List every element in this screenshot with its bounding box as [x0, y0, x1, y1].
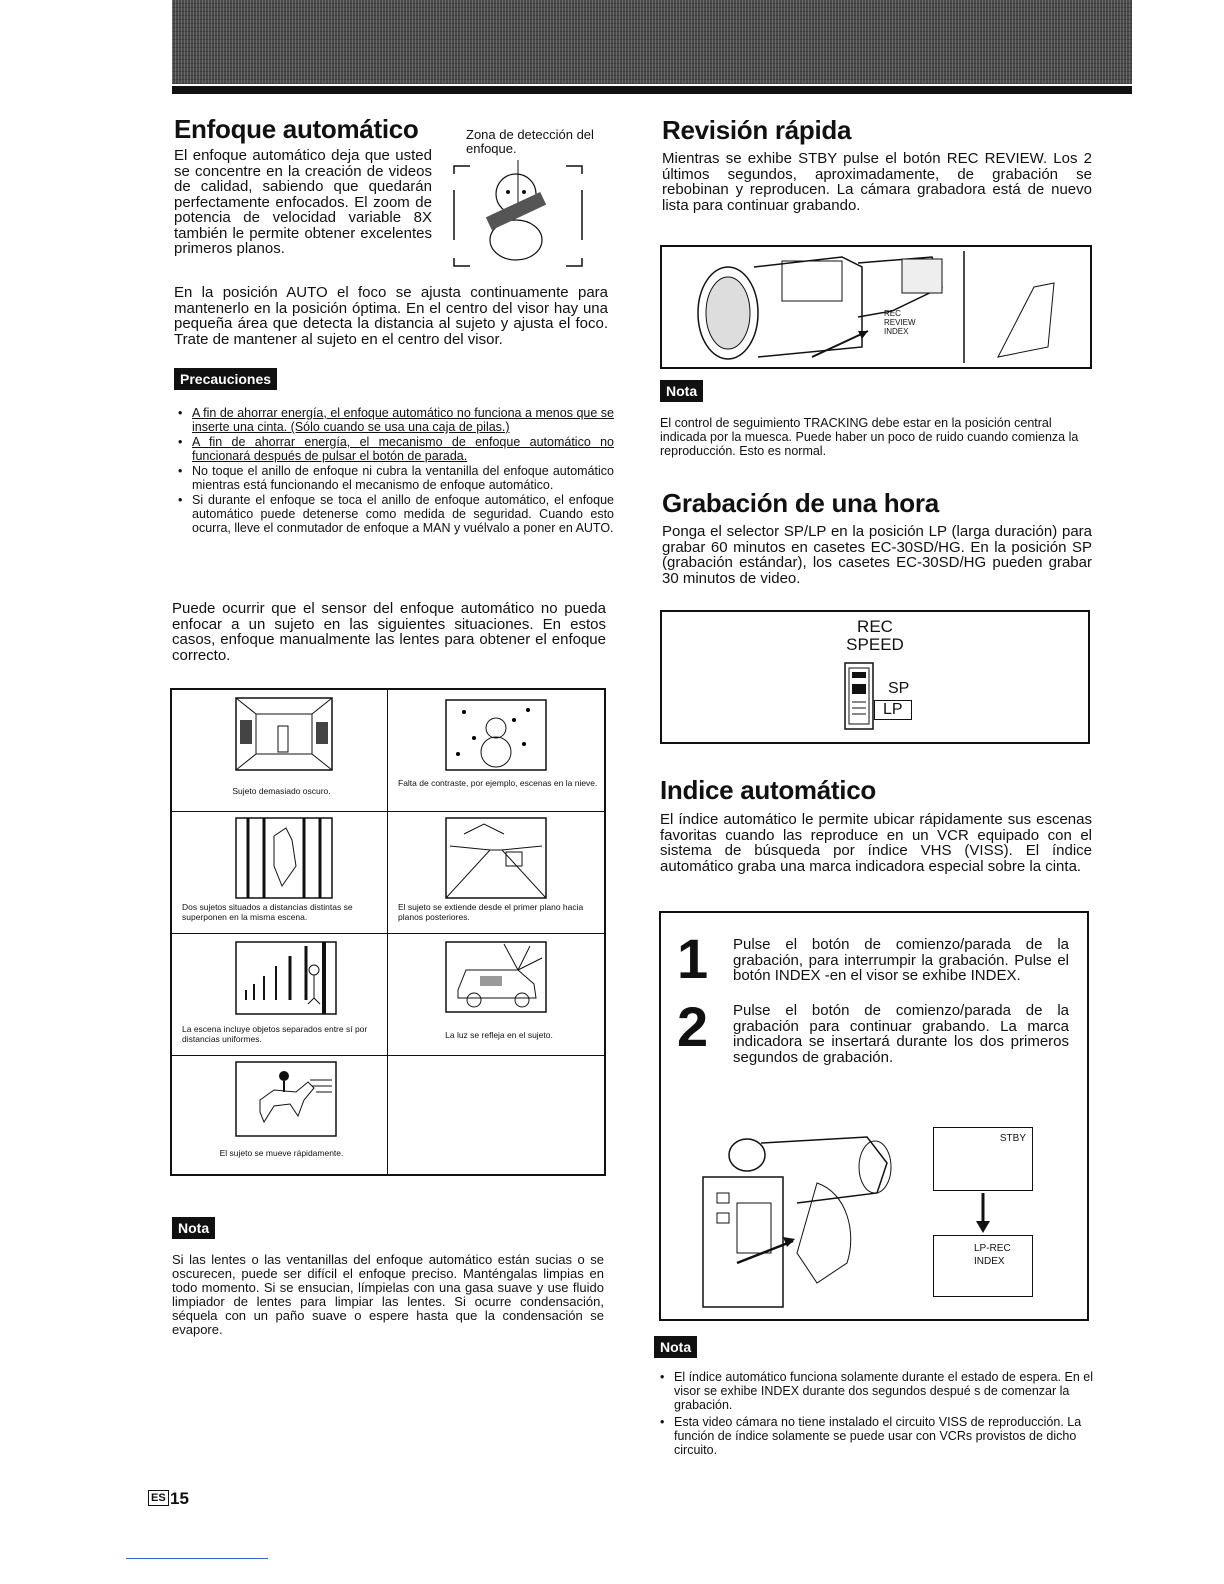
rec-speed-line2: SPEED: [846, 635, 904, 654]
footer-line: [126, 1558, 268, 1559]
af-title: Enfoque automático: [174, 114, 419, 144]
situation-cell: [172, 690, 388, 812]
poles-illustration: [234, 940, 338, 1016]
road-illustration: [444, 816, 548, 900]
zone-label: Zona de detección del enfoque.: [466, 127, 594, 156]
dark-room-illustration: [234, 696, 334, 772]
situation-cell: [388, 690, 606, 812]
index-note-item: • El índice automático funciona solamente durante el estado de espera. En el visor se exhibe INDEX durante dos segundos despué s de comenzar la grabación.: [668, 1370, 1098, 1412]
display-stby: STBY: [999, 1133, 1026, 1144]
header-banner: [172, 0, 1132, 84]
index-note-tag: Nota: [654, 1336, 697, 1358]
situations-intro: Puede ocurrir que el sensor del enfoque automático no pueda enfocar a un sujeto en las siguientes situaciones. En estos casos, enfoque manualmente las lentes para obtener el enfoque correcto.: [172, 600, 606, 664]
index-note-item: • Esta video cámara no tiene instalado el circuito VISS de reproducción. La función de índice solamente se puede usar con VCRs provistos de dicho circuito.: [668, 1415, 1098, 1457]
situation-caption: La luz se refleja en el sujeto.: [445, 1030, 553, 1040]
rec-speed-box: [660, 610, 1090, 744]
review-title: Revisión rápida: [662, 115, 852, 145]
precautions-tag: Precauciones: [174, 368, 277, 390]
situation-caption: El sujeto se mueve rápidamente.: [219, 1148, 344, 1158]
review-text: Mientras se exhibe STBY pulse el botón REC REVIEW. Los 2 últimos segundos, aproximadamente, de grabación se rebobinan y reproducen. La cámara grabadora está de nuevo lista para continuar grabando.: [662, 150, 1092, 214]
precaution-item: • A fin de ahorrar energía, el enfoque automático no funciona a menos que se inserte una cinta. (Sólo cuando se usa una caja de pilas.): [186, 406, 614, 434]
rec-speed-label: [662, 618, 1088, 654]
index-notes-list: [658, 1370, 1098, 1458]
display-lprec-box: [933, 1235, 1033, 1297]
arrow-down-icon: [973, 1193, 993, 1235]
situation-cell: [172, 1056, 388, 1174]
review-button-label: REVIEW: [884, 318, 916, 327]
step-number: 1: [677, 927, 709, 990]
snow-scene-illustration: [444, 698, 548, 774]
rec-speed-line1: REC: [857, 617, 893, 636]
situation-caption: Dos sujetos situados a distancias distintas se superponen en la misma escena.: [182, 902, 353, 922]
situations-grid: [170, 688, 606, 1176]
horse-rider-illustration: [234, 1060, 338, 1140]
situation-caption: Falta de contraste, por ejemplo, escenas en la nieve.: [398, 778, 598, 788]
af-intro: El enfoque automático deja que usted se concentre en la creación de videos de calidad, sabiendo que quedarán perfectamente enfocados. El zoom de potencia de velocidad variable 8X también le permite obtener excelentes primeros planos.: [174, 147, 432, 257]
review-buttons: [884, 309, 916, 336]
hour-text: Ponga el selector SP/LP en la posición LP (larga duración) para grabar 60 minutos en casetes EC-30SD/HG. En la posición SP (grabación estándar), los casetes EC-30SD/HG pueden grabar 30 minutos de video.: [662, 523, 1092, 587]
note-text: Si las lentes o las ventanillas del enfoque automático están sucias o se oscurecen, puede ser difícil el enfoque preciso. Manténgalas limpias en todo momento. Si se ensucian, límpielas con una gasa suave y use fluido limpiador de lentes para limpiar las lentes. Si ocurre condensación, séquela con un paño suave o espere hasta que la condensación se evapore.: [172, 1252, 604, 1337]
precaution-item: • Si durante el enfoque se toca el anillo de enfoque automático, el enfoque automático puede detenerse como medida de seguridad. Cuando esto ocurra, lleve el conmutador de enfoque a MAN y vuélvalo a poner en AUTO.: [186, 493, 614, 535]
lp-label: LP: [874, 700, 912, 720]
display-stby-box: [933, 1127, 1033, 1191]
bars-animal-illustration: [234, 816, 334, 900]
language-badge: ES: [148, 1490, 169, 1506]
index-steps-box: [659, 911, 1089, 1321]
index-text: El índice automático le permite ubicar rápidamente sus escenas favoritas cuando las reproduce en un VCR equipado con el sistema de búsqueda por índice VHS (VISS). El índice automático graba una marca indicadora especial sobre la cinta.: [660, 811, 1092, 875]
precaution-item: • No toque el anillo de enfoque ni cubra la ventanilla del enfoque automático mientras está funcionando el mecanismo de enfoque automático.: [186, 464, 614, 492]
display-lprec: LP-REC: [974, 1243, 1011, 1254]
situation-cell: [172, 934, 388, 1056]
camcorder-hand-illustration: [697, 1133, 897, 1313]
step-text: Pulse el botón de comienzo/parada de la grabación, para interrumpir la grabación. Pulse el botón INDEX -en el visor se exhibe INDEX.: [733, 936, 1069, 984]
hour-title: Grabación de una hora: [662, 488, 939, 518]
review-note-text: El control de seguimiento TRACKING debe estar en la posición central indicada por la muesca. Puede haber un poco de ruido cuando comienza la reproducción. Esto es normal.: [660, 416, 1079, 458]
situation-caption: La escena incluye objetos separados entre sí por distancias uniformes.: [182, 1024, 368, 1044]
rec-button-label: REC: [884, 309, 901, 318]
precaution-item: • A fin de ahorrar energía, el mecanismo de enfoque automático no funcionará después de pulsar el botón de parada.: [186, 435, 614, 463]
af-zone-illustration: [450, 160, 586, 272]
precautions-list: [176, 406, 614, 536]
index-button-label: INDEX: [884, 327, 909, 336]
camera-buttons-illustration: [662, 247, 1090, 367]
sp-lp-switch-icon: [844, 662, 874, 730]
review-illustration: [660, 245, 1092, 369]
af-auto-text: En la posición AUTO el foco se ajusta continuamente para mantenerlo en la posición óptima. En el centro del visor hay una pequeña área que detecta la distancia al sujeto y ajusta el foco. Trate de mantener al sujeto en el centro del visor.: [174, 284, 608, 348]
display-index: INDEX: [974, 1256, 1005, 1267]
step-number: 2: [677, 995, 709, 1058]
index-title: Indice automático: [660, 775, 876, 805]
review-note-tag: Nota: [660, 380, 703, 402]
sp-label: SP: [888, 680, 910, 697]
page-number: 15: [170, 1489, 189, 1508]
situation-cell: [172, 812, 388, 934]
step-text: Pulse el botón de comienzo/parada de la grabación para continuar grabando. La marca indicadora se insertará durante los dos primeros segundos de grabación.: [733, 1002, 1069, 1066]
situation-cell: [388, 812, 606, 934]
header-rule: [172, 86, 1132, 94]
situation-cell-empty: [388, 1056, 606, 1174]
situation-cell: [388, 934, 606, 1056]
situation-caption: Sujeto demasiado oscuro.: [232, 786, 331, 796]
situation-caption: El sujeto se extiende desde el primer plano hacia planos posteriores.: [398, 902, 584, 922]
car-reflection-illustration: [444, 940, 548, 1016]
note-tag: Nota: [172, 1217, 215, 1239]
